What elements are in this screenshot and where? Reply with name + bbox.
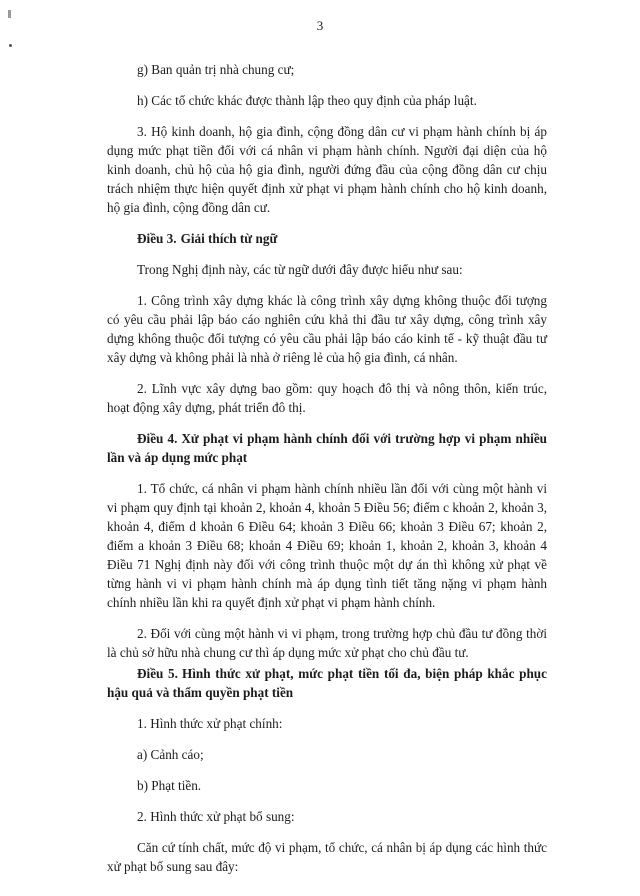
paragraph: 2. Lĩnh vực xây dựng bao gồm: quy hoạch đô thị và nông thôn, kiến trúc, hoạt động xây dựng, phát triển đô thị. xyxy=(107,381,547,415)
article-title: Xử phạt vi phạm hành chính đối với trường hợp vi phạm nhiều lần và áp dụng mức phạt xyxy=(107,431,548,465)
paragraph: 1. Công trình xây dựng khác là công trình xây dựng không thuộc đối tượng có yêu cầu phải lập báo cáo nghiên cứu khả thi đầu tư xây dựng, công trình xây dựng không thuộc đối tượng có yêu cầu phải lập báo cáo kinh tế - kỹ thuật đầu tư xây dựng và không phải là nhà ở riêng lẻ của hộ gia đình, cá nhân. xyxy=(107,293,547,365)
article-label: Điều 3. xyxy=(137,231,177,246)
article-heading xyxy=(107,664,547,702)
paragraph: b) Phạt tiền. xyxy=(137,778,202,793)
paragraph: Căn cứ tính chất, mức độ vi phạm, tổ chức, cá nhân bị áp dụng các hình thức xử phạt bổ sung sau đây: xyxy=(107,840,547,874)
paragraph: g) Ban quản trị nhà chung cư; xyxy=(137,62,295,77)
article-title: Hình thức xử phạt, mức phạt tiền tối đa, biện pháp khắc phục hậu quả và thẩm quyền phạt tiền xyxy=(107,666,547,700)
paragraph: h) Các tổ chức khác được thành lập theo quy định của pháp luật. xyxy=(137,93,477,108)
article-title: Giải thích từ ngữ xyxy=(180,231,278,246)
paragraph: 2. Hình thức xử phạt bổ sung: xyxy=(137,809,295,824)
paragraph: 2. Đối với cùng một hành vi vi phạm, trong trường hợp chủ đầu tư đồng thời là chủ sở hữu nhà chung cư thì áp dụng mức xử phạt cho chủ đầu tư. xyxy=(107,626,547,660)
article-label: Điều 4. xyxy=(137,431,178,446)
page-number: 3 xyxy=(316,18,324,33)
paragraph: 1. Hình thức xử phạt chính: xyxy=(137,716,283,731)
paragraph: Trong Nghị định này, các từ ngữ dưới đây được hiểu như sau: xyxy=(137,262,463,277)
paragraph: 1. Tổ chức, cá nhân vi phạm hành chính nhiều lần đối với cùng một hành vi vi phạm quy định tại khoản 2, khoản 4, khoản 5 Điều 56; điểm c khoản 2, khoản 3, khoản 4, điểm d khoản 6 Điều 64; khoản 3 Điều 66; khoản 3 Điều 67; khoản 2, điểm a khoản 3 Điều 68; khoản 4 Điều 69; khoản 1, khoản 2, khoản 3, khoản 4 Điều 71 Nghị định này đối với công trình thuộc một dự án thì không xử phạt về từng hành vi vi phạm hành chính mà áp dụng tình tiết tăng nặng vi phạm hành chính nhiều lần khi ra quyết định xử phạt vi phạm hành chính. xyxy=(107,481,547,610)
article-label: Điều 5. xyxy=(137,666,178,681)
paragraph: 3. Hộ kinh doanh, hộ gia đình, cộng đồng dân cư vi phạm hành chính bị áp dụng mức phạt tiền đối với cá nhân vi phạm hành chính. Người đại diện của hộ kinh doanh, chủ hộ của hộ gia đình, người đứng đầu của cộng đồng dân cư chịu trách nhiệm thực hiện quyết định xử phạt vi phạm hành chính cho hộ kinh doanh, hộ gia đình, cộng đồng dân cư. xyxy=(107,124,547,215)
scan-mark xyxy=(8,10,11,18)
paragraph: a) Cảnh cáo; xyxy=(137,747,204,762)
article-heading xyxy=(107,429,547,467)
article-heading xyxy=(107,229,547,248)
document-body xyxy=(107,60,547,888)
scan-dot xyxy=(9,44,12,47)
